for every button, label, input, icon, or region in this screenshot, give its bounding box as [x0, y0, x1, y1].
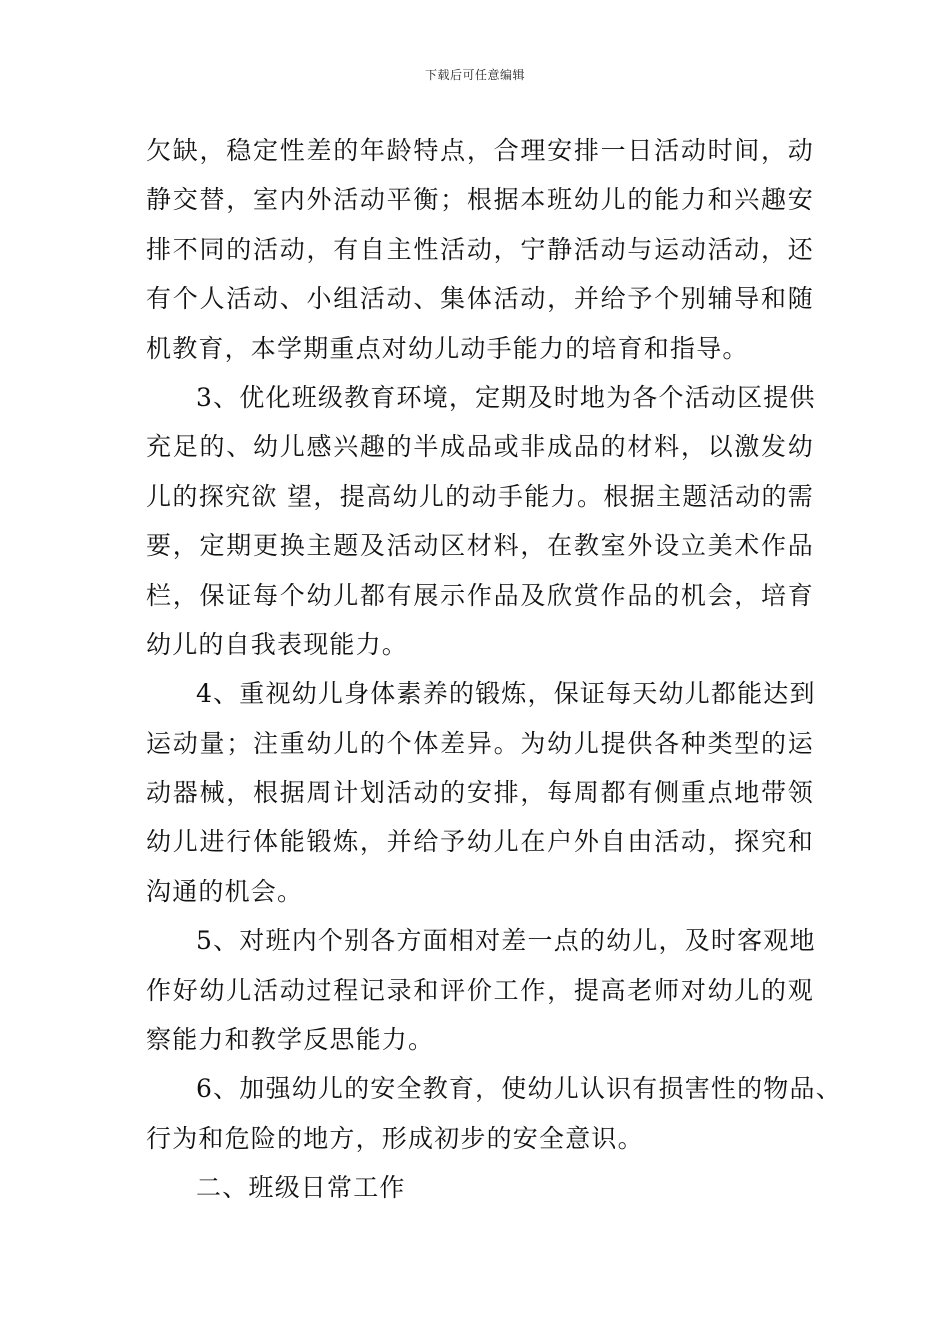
- text-line: 行为和危险的地方，形成初步的安全意识。: [146, 1123, 644, 1153]
- text-line: 沟通的机会。: [146, 876, 304, 906]
- document-body: [146, 126, 842, 1213]
- text-line: 幼儿的自我表现能力。: [146, 629, 409, 659]
- text-line: 6、加强幼儿的安全教育，使幼儿认识有损害性的物品、: [196, 1074, 842, 1104]
- text-line: 欠缺，稳定性差的年龄特点，合理安排一日活动时间，动: [146, 136, 814, 165]
- text-line: 运动量；注重幼儿的个体差异。为幼儿提供各种类型的运: [146, 728, 814, 758]
- text-line: 充足的、幼儿感兴趣的半成品或非成品的材料，以激发幼: [146, 432, 814, 462]
- text-line: 5、对班内个别各方面相对差一点的幼儿，及时客观地: [196, 926, 816, 956]
- text-line: 有个人活动、小组活动、集体活动，并给予个别辅导和随: [146, 284, 814, 314]
- text-line: 察能力和教学反思能力。: [146, 1025, 435, 1055]
- text-line: 动器械，根据周计划活动的安排，每周都有侧重点地带领: [146, 778, 814, 808]
- page-header: 下载后可任意编辑: [424, 68, 525, 82]
- text-line: 儿的探究欲 望，提高幼儿的动手能力。根据主题活动的需: [146, 481, 814, 511]
- text-line: 作好幼儿活动过程记录和评价工作，提高老师对幼儿的观: [146, 975, 814, 1005]
- text-line: 幼儿进行体能锻炼，并给予幼儿在户外自由活动，探究和: [146, 827, 814, 857]
- text-line: 4、重视幼儿身体素养的锻炼，保证每天幼儿都能达到: [196, 679, 816, 709]
- text-line: 机教育，本学期重点对幼儿动手能力的培育和指导。: [146, 333, 749, 363]
- text-line: 排不同的活动，有自主性活动，宁静活动与运动活动，还: [146, 234, 814, 264]
- text-line: 3、优化班级教育环境，定期及时地为各个活动区提供: [196, 382, 816, 412]
- text-line: 栏，保证每个幼儿都有展示作品及欣赏作品的机会，培育: [146, 580, 814, 610]
- section-heading: 二、班级日常工作: [196, 1173, 406, 1203]
- text-line: 静交替，室内外活动平衡；根据本班幼儿的能力和兴趣安: [146, 185, 814, 215]
- text-line: 要，定期更换主题及活动区材料，在教室外设立美术作品: [146, 531, 814, 561]
